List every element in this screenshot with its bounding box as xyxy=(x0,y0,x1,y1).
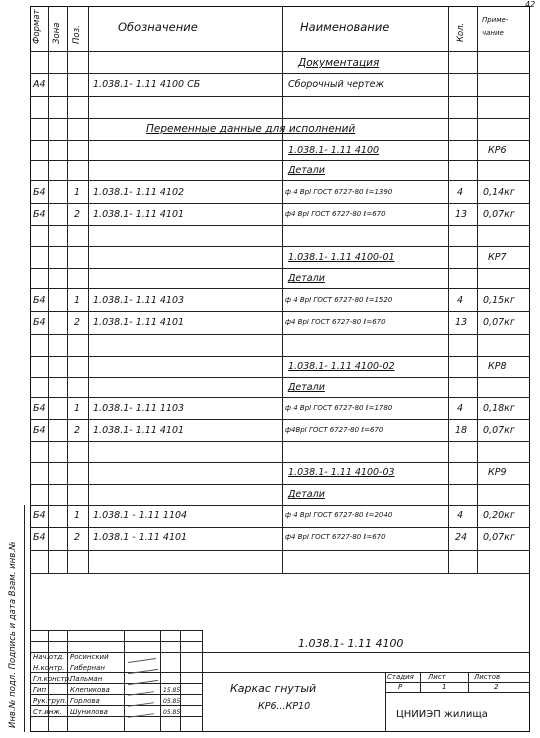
item-format: Б4 xyxy=(33,425,46,436)
item-format: Б4 xyxy=(33,317,46,328)
item-designation: 1.038.1 - 1.11 4101 xyxy=(93,532,188,543)
side-label: Инв.№ подл. Подпись и дата Взам. инв.№ xyxy=(8,541,18,728)
item-pos: 2 xyxy=(74,209,81,220)
item-designation: 1.038.1- 1.11 1103 xyxy=(93,403,185,414)
doc-code: 1.038.1- 1.11 4100 xyxy=(298,637,404,650)
staff-role: Гл.констр. xyxy=(33,675,72,683)
staff-role: Нач.отд. xyxy=(33,653,65,661)
item-qty: 24 xyxy=(455,532,468,543)
sheets-value: 2 xyxy=(494,683,499,691)
item-designation: 1.038.1- 1.11 4103 xyxy=(93,295,185,306)
group-details: Детали xyxy=(288,165,325,176)
item-note: 0,07кг xyxy=(483,209,515,220)
header-qty: Кол. xyxy=(456,22,466,42)
sheet-value: 1 xyxy=(442,683,447,691)
item-name: ф 4 ВрI ГОСТ 6727-80 ℓ=1390 xyxy=(285,188,393,196)
staff-name: Росинский xyxy=(70,653,109,661)
group-details: Детали xyxy=(288,273,325,284)
item-format: Б4 xyxy=(33,209,46,220)
section-docs: Документация xyxy=(298,57,380,69)
item-format: Б4 xyxy=(33,532,46,543)
item-qty: 18 xyxy=(455,425,468,436)
sheets-label: Листов xyxy=(474,673,501,681)
title-line2: КР6...КР10 xyxy=(258,701,311,712)
doc-format: А4 xyxy=(33,79,46,90)
header-zone: Зона xyxy=(52,22,62,44)
item-note: 0,15кг xyxy=(483,295,515,306)
group-details: Детали xyxy=(288,382,325,393)
staff-role: Рук.груп. xyxy=(33,697,67,705)
item-format: Б4 xyxy=(33,510,46,521)
item-name: ф4 ВрI ГОСТ 6727-80 ℓ=670 xyxy=(285,210,386,218)
item-name: ф 4 ВрI ГОСТ 6727-80 ℓ=1520 xyxy=(285,296,393,304)
staff-date: 05.85 xyxy=(163,709,181,716)
doc-designation: 1.038.1- 1.11 4100 СБ xyxy=(93,79,201,90)
item-qty: 4 xyxy=(457,403,464,414)
organization: ЦНИИЭП жилища xyxy=(396,709,488,720)
item-name: ф 4 ВрI ГОСТ 6727-80 ℓ=1780 xyxy=(285,404,393,412)
item-name: ф 4 ВрI ГОСТ 6727-80 ℓ=2040 xyxy=(285,511,393,519)
header-name: Наименование xyxy=(300,20,390,34)
item-pos: 1 xyxy=(74,187,81,198)
item-name: ф4 ВрI ГОСТ 6727-80 ℓ=670 xyxy=(285,318,386,326)
group-assembly: 1.038.1- 1.11 4100-02 xyxy=(288,361,395,372)
item-pos: 2 xyxy=(74,532,81,543)
item-pos: 1 xyxy=(74,403,81,414)
item-note: 0,07кг xyxy=(483,425,515,436)
item-format: Б4 xyxy=(33,295,46,306)
item-designation: 1.038.1 - 1.11 1104 xyxy=(93,510,188,521)
item-pos: 2 xyxy=(74,317,81,328)
header-note: Приме-чание xyxy=(482,16,509,37)
staff-name: Пальман xyxy=(70,675,103,683)
item-format: Б4 xyxy=(33,403,46,414)
doc-name: Сборочный чертеж xyxy=(288,79,385,90)
group-assembly: 1.038.1- 1.11 4100 xyxy=(288,145,380,156)
staff-role: Н.контр. xyxy=(33,664,65,672)
side-strip-border xyxy=(24,505,25,732)
staff-name: Горлова xyxy=(70,697,100,705)
item-note: 0,07кг xyxy=(483,532,515,543)
item-pos: 2 xyxy=(74,425,81,436)
item-designation: 1.038.1- 1.11 4101 xyxy=(93,209,185,220)
item-designation: 1.038.1- 1.11 4102 xyxy=(93,187,185,198)
item-note: 0,20кг xyxy=(483,510,515,521)
group-note: КР7 xyxy=(488,252,507,263)
item-name: ф4ВрI ГОСТ 6727-80 ℓ=670 xyxy=(285,426,384,434)
group-assembly: 1.038.1- 1.11 4100-03 xyxy=(288,467,395,478)
item-name: ф4 ВрI ГОСТ 6727-80 ℓ=670 xyxy=(285,533,386,541)
header-format: Формат xyxy=(32,9,42,44)
item-format: Б4 xyxy=(33,187,46,198)
staff-date: 05.85 xyxy=(163,698,181,705)
staff-date: 15.85 xyxy=(163,687,181,694)
sheet-frame xyxy=(30,6,530,732)
group-details: Детали xyxy=(288,489,325,500)
item-pos: 1 xyxy=(74,295,81,306)
group-note: КР9 xyxy=(488,467,507,478)
item-note: 0,18кг xyxy=(483,403,515,414)
title-line1: Каркас гнутый xyxy=(230,682,317,695)
stage-value: Р xyxy=(398,683,403,691)
item-designation: 1.038.1- 1.11 4101 xyxy=(93,317,185,328)
item-qty: 13 xyxy=(455,317,468,328)
staff-role: Гип xyxy=(33,686,47,694)
item-note: 0,07кг xyxy=(483,317,515,328)
item-designation: 1.038.1- 1.11 4101 xyxy=(93,425,185,436)
group-note: КР6 xyxy=(488,145,507,156)
header-pos: Поз. xyxy=(72,25,82,44)
staff-name: Клепикова xyxy=(70,686,110,694)
group-assembly: 1.038.1- 1.11 4100-01 xyxy=(288,252,395,263)
item-qty: 13 xyxy=(455,209,468,220)
item-qty: 4 xyxy=(457,187,464,198)
item-note: 0,14кг xyxy=(483,187,515,198)
staff-role: Ст.инж. xyxy=(33,708,62,716)
staff-name: Шунилова xyxy=(70,708,108,716)
group-note: КР8 xyxy=(488,361,507,372)
header-designation: Обозначение xyxy=(118,20,198,34)
section-variants: Переменные данные для исполнений xyxy=(146,123,356,135)
staff-name: Гибернан xyxy=(70,664,105,672)
item-qty: 4 xyxy=(457,295,464,306)
item-qty: 4 xyxy=(457,510,464,521)
item-pos: 1 xyxy=(74,510,81,521)
stage-label: Стадия xyxy=(387,673,414,681)
sheet-label: Лист xyxy=(428,673,446,681)
sheet-number: 42 xyxy=(525,0,536,9)
